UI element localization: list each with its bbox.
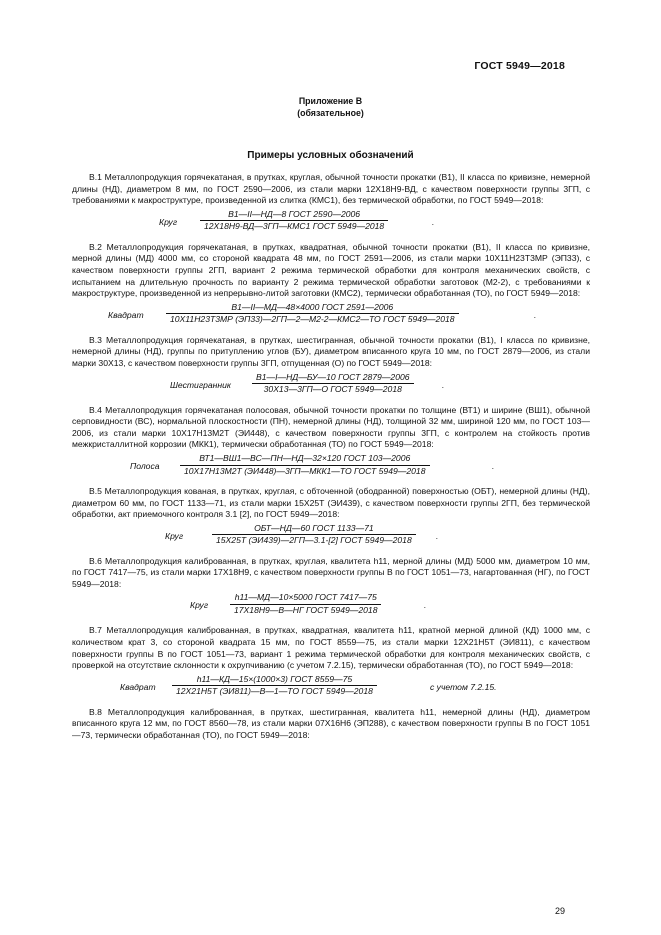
paragraph-b4: В.4 Металлопродукция горячекатаная полосовая, обычной точности прокатки по толщине (ВТ1) и ширине (ВШ1), обычной серповидности (ВС), нормальной плоскостности (ПН), немерной длины (НД), толщиной 32 мм, шириной 120 мм, по ГОСТ 103—2006, из стали марки 10Х17Н13М2Т (ЭИ448), с качеством поверхности группы 3ГП, с контролем на стойкость против межкристаллитной коррозии (МКК1), термически обработанная (ТО) по ГОСТ 5949—2018: — [72, 404, 590, 450]
formula-label: Полоса — [130, 460, 160, 471]
formula-b1 — [72, 209, 590, 239]
formula-denominator: 12Х18Н9-ВД—3ГП—КМС1 ГОСТ 5949—2018 — [204, 221, 385, 232]
formula-numerator: В1—II—НД—8 ГОСТ 2590—2006 — [228, 208, 361, 219]
formula-label: Круг — [165, 530, 184, 541]
formula-numerator: В1—I—НД—БУ—10 ГОСТ 2879—2006 — [256, 371, 410, 382]
formula-denominator: 10Х11Н23Т3МР (ЭП33)—2ГП—2—М2-2—КМС2—ТО ГОСТ 5949—2018 — [170, 314, 455, 325]
formula-tail: . — [492, 460, 495, 471]
fraction — [200, 209, 388, 233]
paragraph-b7: В.7 Металлопродукция калиброванная, в прутках, квадратная, квалитета h11, кратной мерной длиной (КД) 1000 мм, с количеством крат 3, со стороной квадрата 15 мм, по ГОСТ 8559—75, из стали марки 12Х21Н5Т (ЭИ811), с качеством поверхности группы В по ГОСТ 1051—73, вариант 1 режима термической обработки для контроля механических свойств, с проверкой на отсутствие склонности к охрупчиванию (с учетом 7.2.15), термически обработанная (ТО), по ГОСТ 5949—2018: — [72, 625, 590, 671]
formula-b2 — [72, 302, 590, 332]
formula-denominator: 17Х18Н9—В—НГ ГОСТ 5949—2018 — [234, 605, 378, 616]
fraction — [230, 592, 381, 616]
formula-b3 — [72, 372, 590, 402]
formula-b7 — [72, 674, 590, 704]
formula-tail: . — [534, 309, 537, 320]
fraction — [252, 372, 414, 396]
formula-numerator: ВТ1—ВШ1—ВС—ПН—НД—32×120 ГОСТ 103—2006 — [199, 452, 411, 463]
paragraph-b2: В.2 Металлопродукция горячекатаная, в прутках, квадратная, обычной точности прокатки (В1), II класса по кривизне, мерной длины (МД) 4000 мм, со стороной квадрата 48 мм, по ГОСТ 2591—2006, из стали марки 10Х11Н23Т3МР (ЭП33), с качеством поверхности группы 2ГП, вариант 2 режима термической обработки для контроля механических свойств, с испытанием на длительную прочность по варианту 2 режима термической обработки заготовок (М2-2), с требованиями к макроструктуре, произведенной из непрерывно-литой заготовки (КМС2), термически обработанная (ТО), по ГОСТ 5949—2018: — [72, 241, 590, 299]
formula-tail: . — [436, 530, 439, 541]
formula-label: Квадрат — [120, 681, 156, 692]
section-title: Примеры условных обозначений — [247, 150, 414, 161]
appendix-heading — [0, 95, 661, 119]
appendix-status: (обязательное) — [297, 108, 364, 118]
formula-denominator: 12Х21Н5Т (ЭИ811)—В—1—ТО ГОСТ 5949—2018 — [176, 686, 373, 697]
formula-tail: . — [424, 600, 427, 611]
standard-header: ГОСТ 5949—2018 — [474, 60, 565, 72]
appendix-title: Приложение В — [298, 96, 363, 106]
formula-b5 — [72, 523, 590, 553]
document-body — [72, 172, 590, 742]
paragraph-b5: В.5 Металлопродукция кованая, в прутках, круглая, с обточенной (ободранной) поверхностью (ОБТ), немерной длины (НД), диаметром 60 мм, по ГОСТ 1133—71, из стали марки 15Х25Т (ЭИ439), с качеством поверхности группы 2ГП, без термической обработки, акт приемочного контроля 3.1 [2], по ГОСТ 5949—2018: — [72, 485, 590, 520]
fraction — [172, 674, 377, 698]
formula-b6 — [72, 592, 590, 622]
formula-label: Шестигранник — [170, 379, 231, 390]
formula-tail: с учетом 7.2.15. — [430, 681, 497, 692]
formula-numerator: h11—КД—15×(1000×3) ГОСТ 8559—75 — [196, 673, 353, 684]
formula-denominator: 30Х13—3ГП—О ГОСТ 5949—2018 — [263, 384, 402, 395]
formula-numerator: ОБТ—НД—60 ГОСТ 1133—71 — [254, 522, 374, 533]
page-number: 29 — [554, 906, 565, 916]
formula-denominator: 10Х17Н13М2Т (ЭИ448)—3ГП—МКК1—ТО ГОСТ 5949—2018 — [184, 465, 426, 476]
paragraph-b3: В.3 Металлопродукция горячекатаная, в прутках, шестигранная, обычной точности прокатки (В1), I класса по кривизне, немерной длины (НД), группы по притуплению углов (БУ), диаметром вписанного круга 10 мм, по ГОСТ 2879—2006, из стали марки 30Х13, с качеством поверхности группы 3ГП, отпущенная (О) по ГОСТ 5949—2018: — [72, 334, 590, 368]
formula-b4 — [72, 453, 590, 483]
paragraph-b6: В.6 Металлопродукция калиброванная, в прутках, круглая, квалитета h11, мерной длины (МД) 5000 мм, диаметром 10 мм, по ГОСТ 7417—75, из стали марки 17Х18Н9, с качеством поверхности группы В по ГОСТ 1051—73, нагартованная (НГ), по ГОСТ 5949—2018: — [72, 555, 590, 589]
formula-label: Круг — [190, 600, 209, 611]
formula-label: Квадрат — [108, 309, 144, 320]
formula-tail: . — [432, 216, 435, 227]
paragraph-b8: В.8 Металлопродукция калиброванная, в прутках, шестигранная, квалитета h11, немерной длины (НД), диаметром вписанного круга 12 мм, по ГОСТ 8560—78, из стали марки 07Х16Н6 (ЭП288), с качеством поверхности группы В по ГОСТ 1051—73, термически обработанная (ТО), по ГОСТ 5949—2018: — [72, 706, 590, 741]
formula-label: Круг — [159, 216, 178, 227]
formula-numerator: В1—II—МД—48×4000 ГОСТ 2591—2006 — [231, 301, 394, 312]
formula-tail: . — [442, 379, 445, 390]
fraction — [166, 302, 459, 326]
formula-denominator: 15Х25Т (ЭИ439)—2ГП—3.1-[2] ГОСТ 5949—2018 — [216, 535, 412, 546]
formula-numerator: h11—МД—10×5000 ГОСТ 7417—75 — [234, 592, 377, 603]
fraction — [180, 453, 430, 477]
fraction — [212, 523, 416, 547]
paragraph-b1: В.1 Металлопродукция горячекатаная, в прутках, круглая, обычной точности прокатки (В1), II класса по кривизне, немерной длины (НД), диаметром 8 мм, по ГОСТ 2590—2006, из стали марки 12Х18Н9-ВД, с качеством поверхности группы 3ГП, с требованиями к макроструктуре, произведенной из слитка (КМС1), без термической обработки, по ГОСТ 5949—2018: — [72, 172, 590, 206]
